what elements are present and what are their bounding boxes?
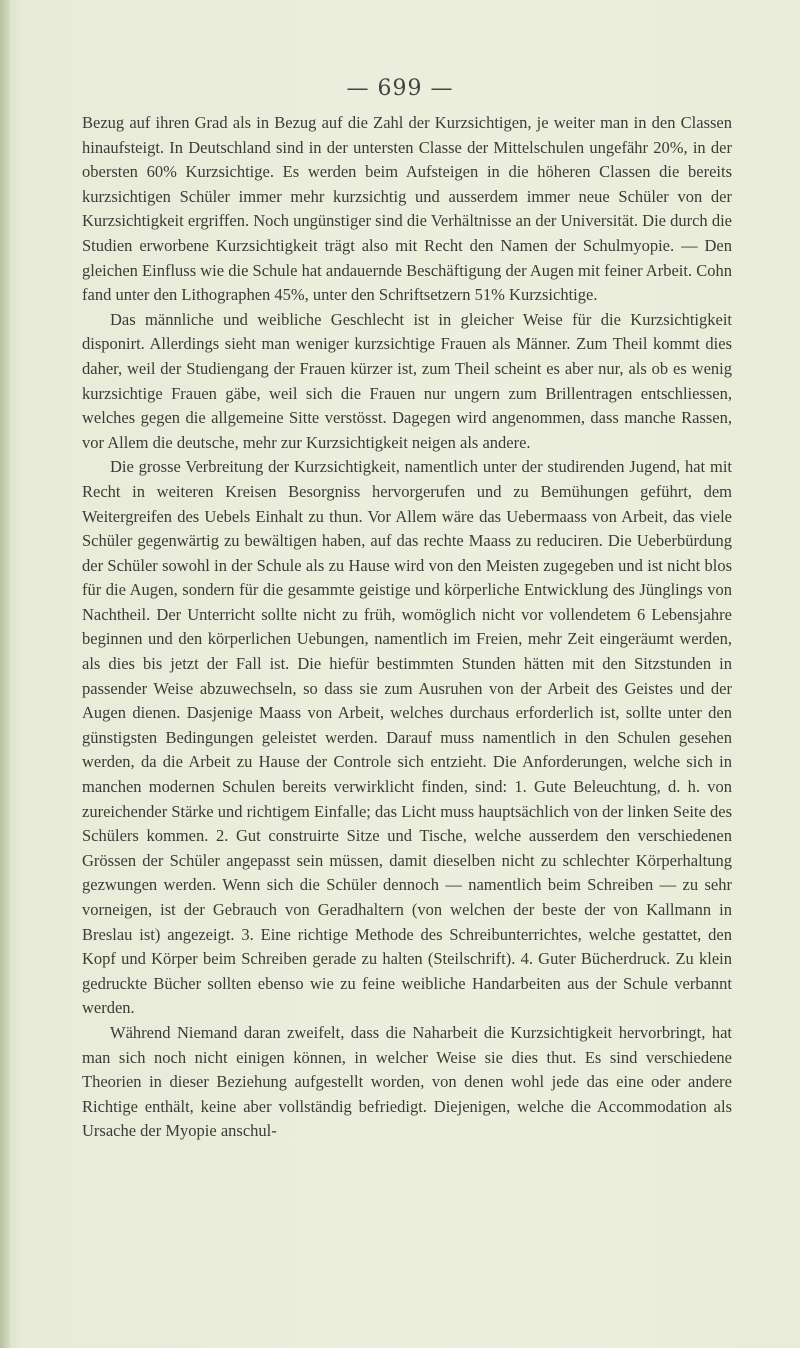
paragraph-2: Das männliche und weibliche Geschlecht ist in gleicher Weise für die Kurzsichtigkeit disponirt. Allerdings sieht man weniger kurzsichtige Frauen als Männer. Zum Theil kommt dies daher, weil der Studiengang der Frauen kürzer ist, zum Theil scheint es aber nur, als ob es wenig kurzsichtige Frauen gäbe, weil sich die Frauen nur ungern zum Brillentragen entschliessen, welches gegen die allgemeine Sitte verstösst. Dagegen wird angenommen, dass manche Rassen, vor Allem die deutsche, mehr zur Kurzsichtigkeit neigen als andere. [82,309,732,452]
page-binding-edge [0,0,10,1348]
paragraph-1: Bezug auf ihren Grad als in Bezug auf die Zahl der Kurzsichtigen, je weiter man in den Classen hinaufsteigt. In Deutschland sind in der untersten Classe der Mittelschulen ungefähr 20%, in der obersten 60% Kurzsichtige. Es werden beim Aufsteigen in die höheren Classen die bereits kurzsichtigen Schüler immer mehr kurzsichtig und ausserdem immer neue Schüler von der Kurzsichtigkeit ergriffen. Noch ungünstiger sind die Verhältnisse an der Universität. Die durch die Studien erworbene Kurzsichtigkeit trägt also mit Recht den Namen der Schulmyopie. — Den gleichen Einfluss wie die Schule hat andauernde Beschäftigung der Augen mit feiner Arbeit. Cohn fand unter den Lithographen 45%, unter den Schriftsetzern 51% Kurzsichtige. [82,113,732,305]
paragraph-3: Die grosse Verbreitung der Kurzsichtigkeit, namentlich unter der studirenden Jugend, hat mit Recht in weiteren Kreisen Besorgniss hervorgerufen und zu Bemühungen geführt, dem Weitergreifen des Uebels Einhalt zu thun. Vor Allem wäre das Uebermaass von Arbeit, das viele Schüler gegenwärtig zu bewältigen haben, auf das rechte Maass zu reduciren. Die Ueberbürdung der Schüler sowohl in der Schule als zu Hause wird von den Meisten zugegeben und ist nicht blos für die Augen, sondern für die gesammte geistige und körperliche Entwicklung des Jünglings von Nachtheil. Der Unterricht sollte nicht zu früh, womöglich nicht vor vollendetem 6 Lebensjahre beginnen und den körperlichen Uebungen, namentlich im Freien, mehr Zeit eingeräumt werden, als dies bis jetzt der Fall ist. Die hiefür bestimmten Stunden hätten mit den Sitzstunden in passender Weise abzuwechseln, so dass sie zum Ausruhen von der Arbeit des Geistes und der Augen dienen. Dasjenige Maass von Arbeit, welches durchaus erforderlich ist, sollte unter den günstigsten Bedingungen geleistet werden. Darauf muss namentlich in den Schulen gesehen werden, da die Arbeit zu Hause der Controle sich entzieht. Die Anforderungen, welche sich in manchen modernen Schulen bereits verwirklicht finden, sind: 1. Gute Beleuchtung, d. h. von zureichender Stärke und richtigem Einfalle; das Licht muss hauptsächlich von der linken Seite des Schülers kommen. 2. Gut construirte Sitze und Tische, welche ausserdem den verschiedenen Grössen der Schüler angepasst sein müssen, damit dieselben nicht zu schlechter Körperhaltung gezwungen werden. Wenn sich die Schüler dennoch — namentlich beim Schreiben — zu sehr vorneigen, ist der Gebrauch von Geradhaltern (von welchen der beste der von Kallmann in Breslau ist) angezeigt. 3. Eine richtige Methode des Schreibunterrichtes, welche gestattet, den Kopf und Körper beim Schreiben gerade zu halten (Steilschrift). 4. Guter Bücherdruck. Zu klein gedruckte Bücher sollten ebenso wie zu feine weibliche Handarbeiten aus der Schule verbannt werden. [82,457,732,1018]
body-text [82,111,732,1144]
paragraph-4: Während Niemand daran zweifelt, dass die Naharbeit die Kurzsichtigkeit hervorbringt, hat man sich noch nicht einigen können, in welcher Weise sie dies thut. Es sind verschiedene Theorien in dieser Beziehung aufgestellt worden, von denen wohl jede das eine oder andere Richtige enthält, keine aber vollständig befriedigt. Diejenigen, welche die Accommodation als Ursache der Myopie anschul- [82,1022,732,1141]
page-number: — 699 — [346,76,454,101]
